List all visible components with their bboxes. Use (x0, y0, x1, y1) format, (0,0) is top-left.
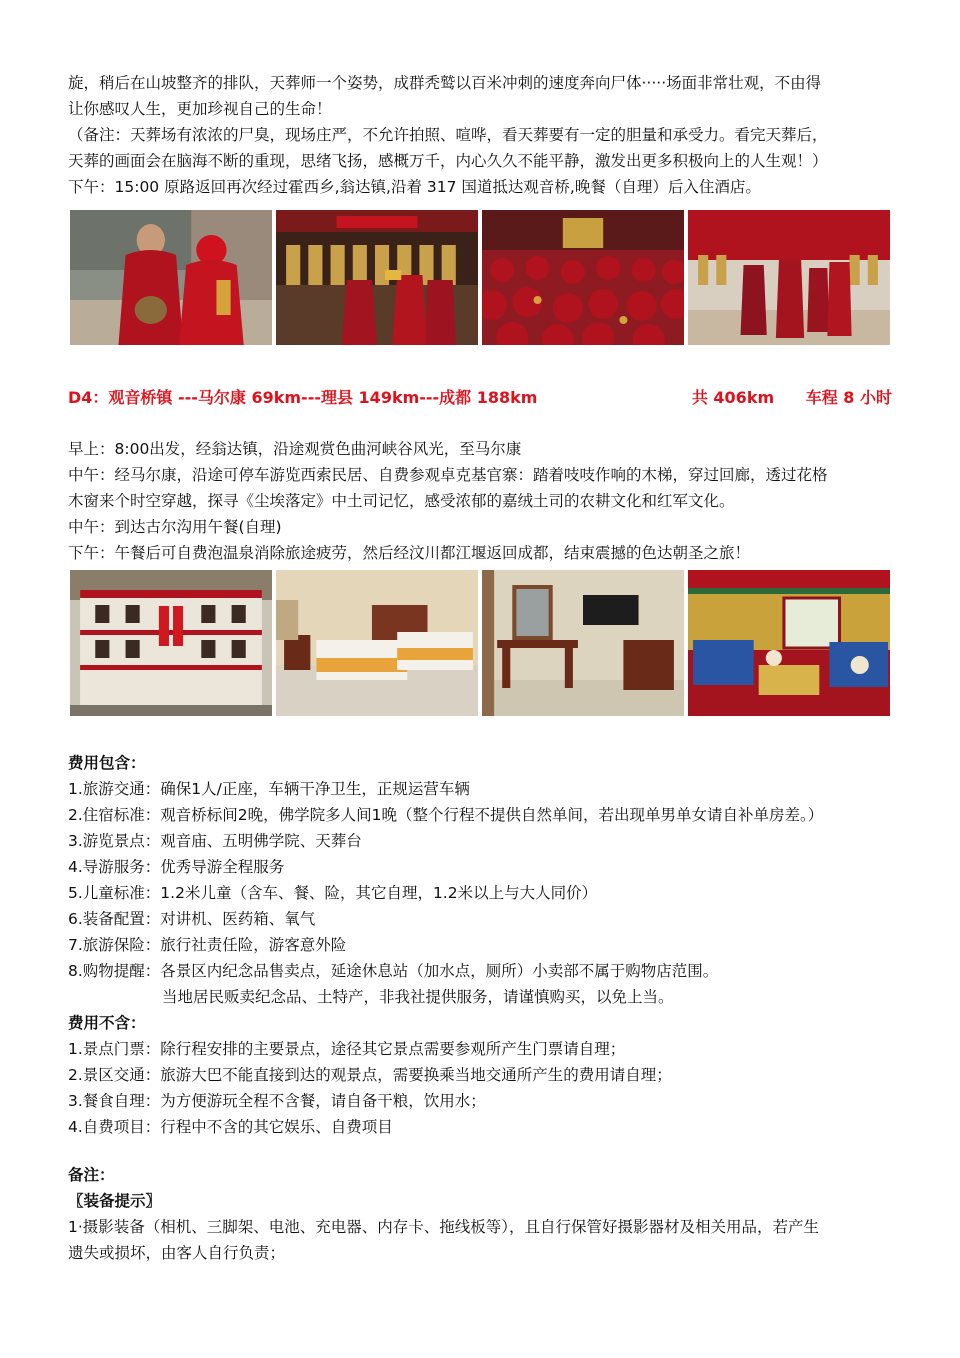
photo-two-nuns (70, 210, 272, 345)
photo-row-hotel (70, 570, 890, 716)
fees-included-item-2: 2.住宿标准：观音桥标间2晚，佛学院多人间1晚（整个行程不提供自然单间，若出现单男单女请自补单房差。） (68, 806, 824, 824)
fees-included-item-8-cont: 当地居民贩卖纪念品、土特产，非我社提供服务，请谨慎购买，以免上当。 (162, 988, 674, 1006)
intro-block (68, 70, 898, 200)
fees-excluded-item-2: 2.景区交通：旅游大巴不能直接到达的观景点，需要换乘当地交通所产生的费用请自理； (68, 1066, 672, 1084)
notes (68, 1162, 898, 1266)
photo-monks-corridor (688, 210, 890, 345)
fees-excluded-item-4: 4.自费项目：行程中不含的其它娱乐、自费项目 (68, 1118, 393, 1136)
intro-afternoon: 下午：15:00 原路返回再次经过霍西乡,翁达镇,沿着 317 国道抵达观音桥,晚餐（自理）后入住酒店。 (68, 178, 761, 196)
fees-included-item-1: 1.旅游交通：确保1人/正座，车辆干净卫生，正规运营车辆 (68, 780, 470, 798)
fees-excluded-heading: 费用不含： (68, 1014, 146, 1032)
fees-excluded (68, 1010, 898, 1140)
photo-row-monks (70, 210, 890, 345)
photo-hotel-exterior (70, 570, 272, 716)
day4-title (68, 385, 892, 408)
photo-hotel-bedroom (276, 570, 478, 716)
photo-hotel-desk (482, 570, 684, 716)
day4-route: D4：观音桥镇 ---马尔康 69km---理县 149km---成都 188km (68, 388, 538, 407)
day4-noon-line-2: 木窗来个时空穿越，探寻《尘埃落定》中土司记忆，感受浓郁的嘉绒土司的农耕文化和红军文化。 (68, 492, 735, 510)
fees-included-heading: 费用包含： (68, 754, 146, 772)
fees-included-item-7: 7.旅游保险：旅行社责任险，游客意外险 (68, 936, 347, 954)
intro-line-2: 让你感叹人生，更加珍视自己的生命！ (68, 100, 332, 118)
fees-included (68, 750, 898, 1010)
day4-lunch: 中午：到达古尔沟用午餐(自理) (68, 518, 282, 536)
day4-afternoon: 下午：午餐后可自费泡温泉消除旅途疲劳，然后经汶川都江堰返回成都，结束震撼的色达朝圣之旅！ (68, 544, 751, 562)
photo-tibetan-lounge (688, 570, 890, 716)
intro-note-line-1: （备注：天葬场有浓浓的尸臭，现场庄严，不允许拍照、喧哗，看天葬要有一定的胆量和承受力。看完天葬后， (68, 126, 828, 144)
equipment-tips-heading: 〖装备提示〗 (68, 1192, 162, 1210)
fees-included-item-8: 8.购物提醒：各景区内纪念品售卖点，延途休息站（加水点，厕所）小卖部不属于购物店范围。 (68, 962, 719, 980)
day4-morning: 早上：8:00出发，经翁达镇，沿途观赏色曲河峡谷风光，至马尔康 (68, 440, 522, 458)
fees-excluded-item-3: 3.餐食自理：为方便游玩全程不含餐，请自备干粮，饮用水； (68, 1092, 486, 1110)
photo-prayer-wheels (276, 210, 478, 345)
fees-included-item-6: 6.装备配置：对讲机、医药箱、氧气 (68, 910, 316, 928)
notes-heading: 备注： (68, 1166, 115, 1184)
day4-schedule (68, 436, 898, 566)
photo-assembly-monks (482, 210, 684, 345)
intro-line-1: 旋，稍后在山坡整齐的排队，天葬师一个姿势，成群秃鹫以百米冲刺的速度奔向尸体·····场面非常壮观，不由得 (68, 74, 822, 92)
fees-included-item-4: 4.导游服务：优秀导游全程服务 (68, 858, 285, 876)
day4-duration: 车程 8 小时 (805, 388, 892, 407)
notes-line-1: 1·摄影装备（相机、三脚架、电池、充电器、内存卡、拖线板等），且自行保管好摄影器材及相关用品，若产生 (68, 1218, 820, 1236)
day4-noon-line-1: 中午：经马尔康，沿途可停车游览西索民居、自费参观卓克基官寨：踏着吱吱作响的木梯，穿过回廊，透过花格 (68, 466, 828, 484)
fees-included-item-3: 3.游览景点：观音庙、五明佛学院、天葬台 (68, 832, 362, 850)
day4-total-distance: 共 406km (691, 388, 775, 407)
fees-excluded-item-1: 1.景点门票：除行程安排的主要景点，途径其它景点需要参观所产生门票请自理； (68, 1040, 626, 1058)
notes-line-2: 遗失或损坏，由客人自行负责； (68, 1244, 286, 1262)
intro-note-line-2: 天葬的画面会在脑海不断的重现，思绪飞扬，感概万千，内心久久不能平静，激发出更多积极向上的人生观！） (68, 152, 828, 170)
fees-included-item-5: 5.儿童标准：1.2米儿童（含车、餐、险，其它自理，1.2米以上与大人同价） (68, 884, 598, 902)
day4-summary (666, 385, 892, 408)
